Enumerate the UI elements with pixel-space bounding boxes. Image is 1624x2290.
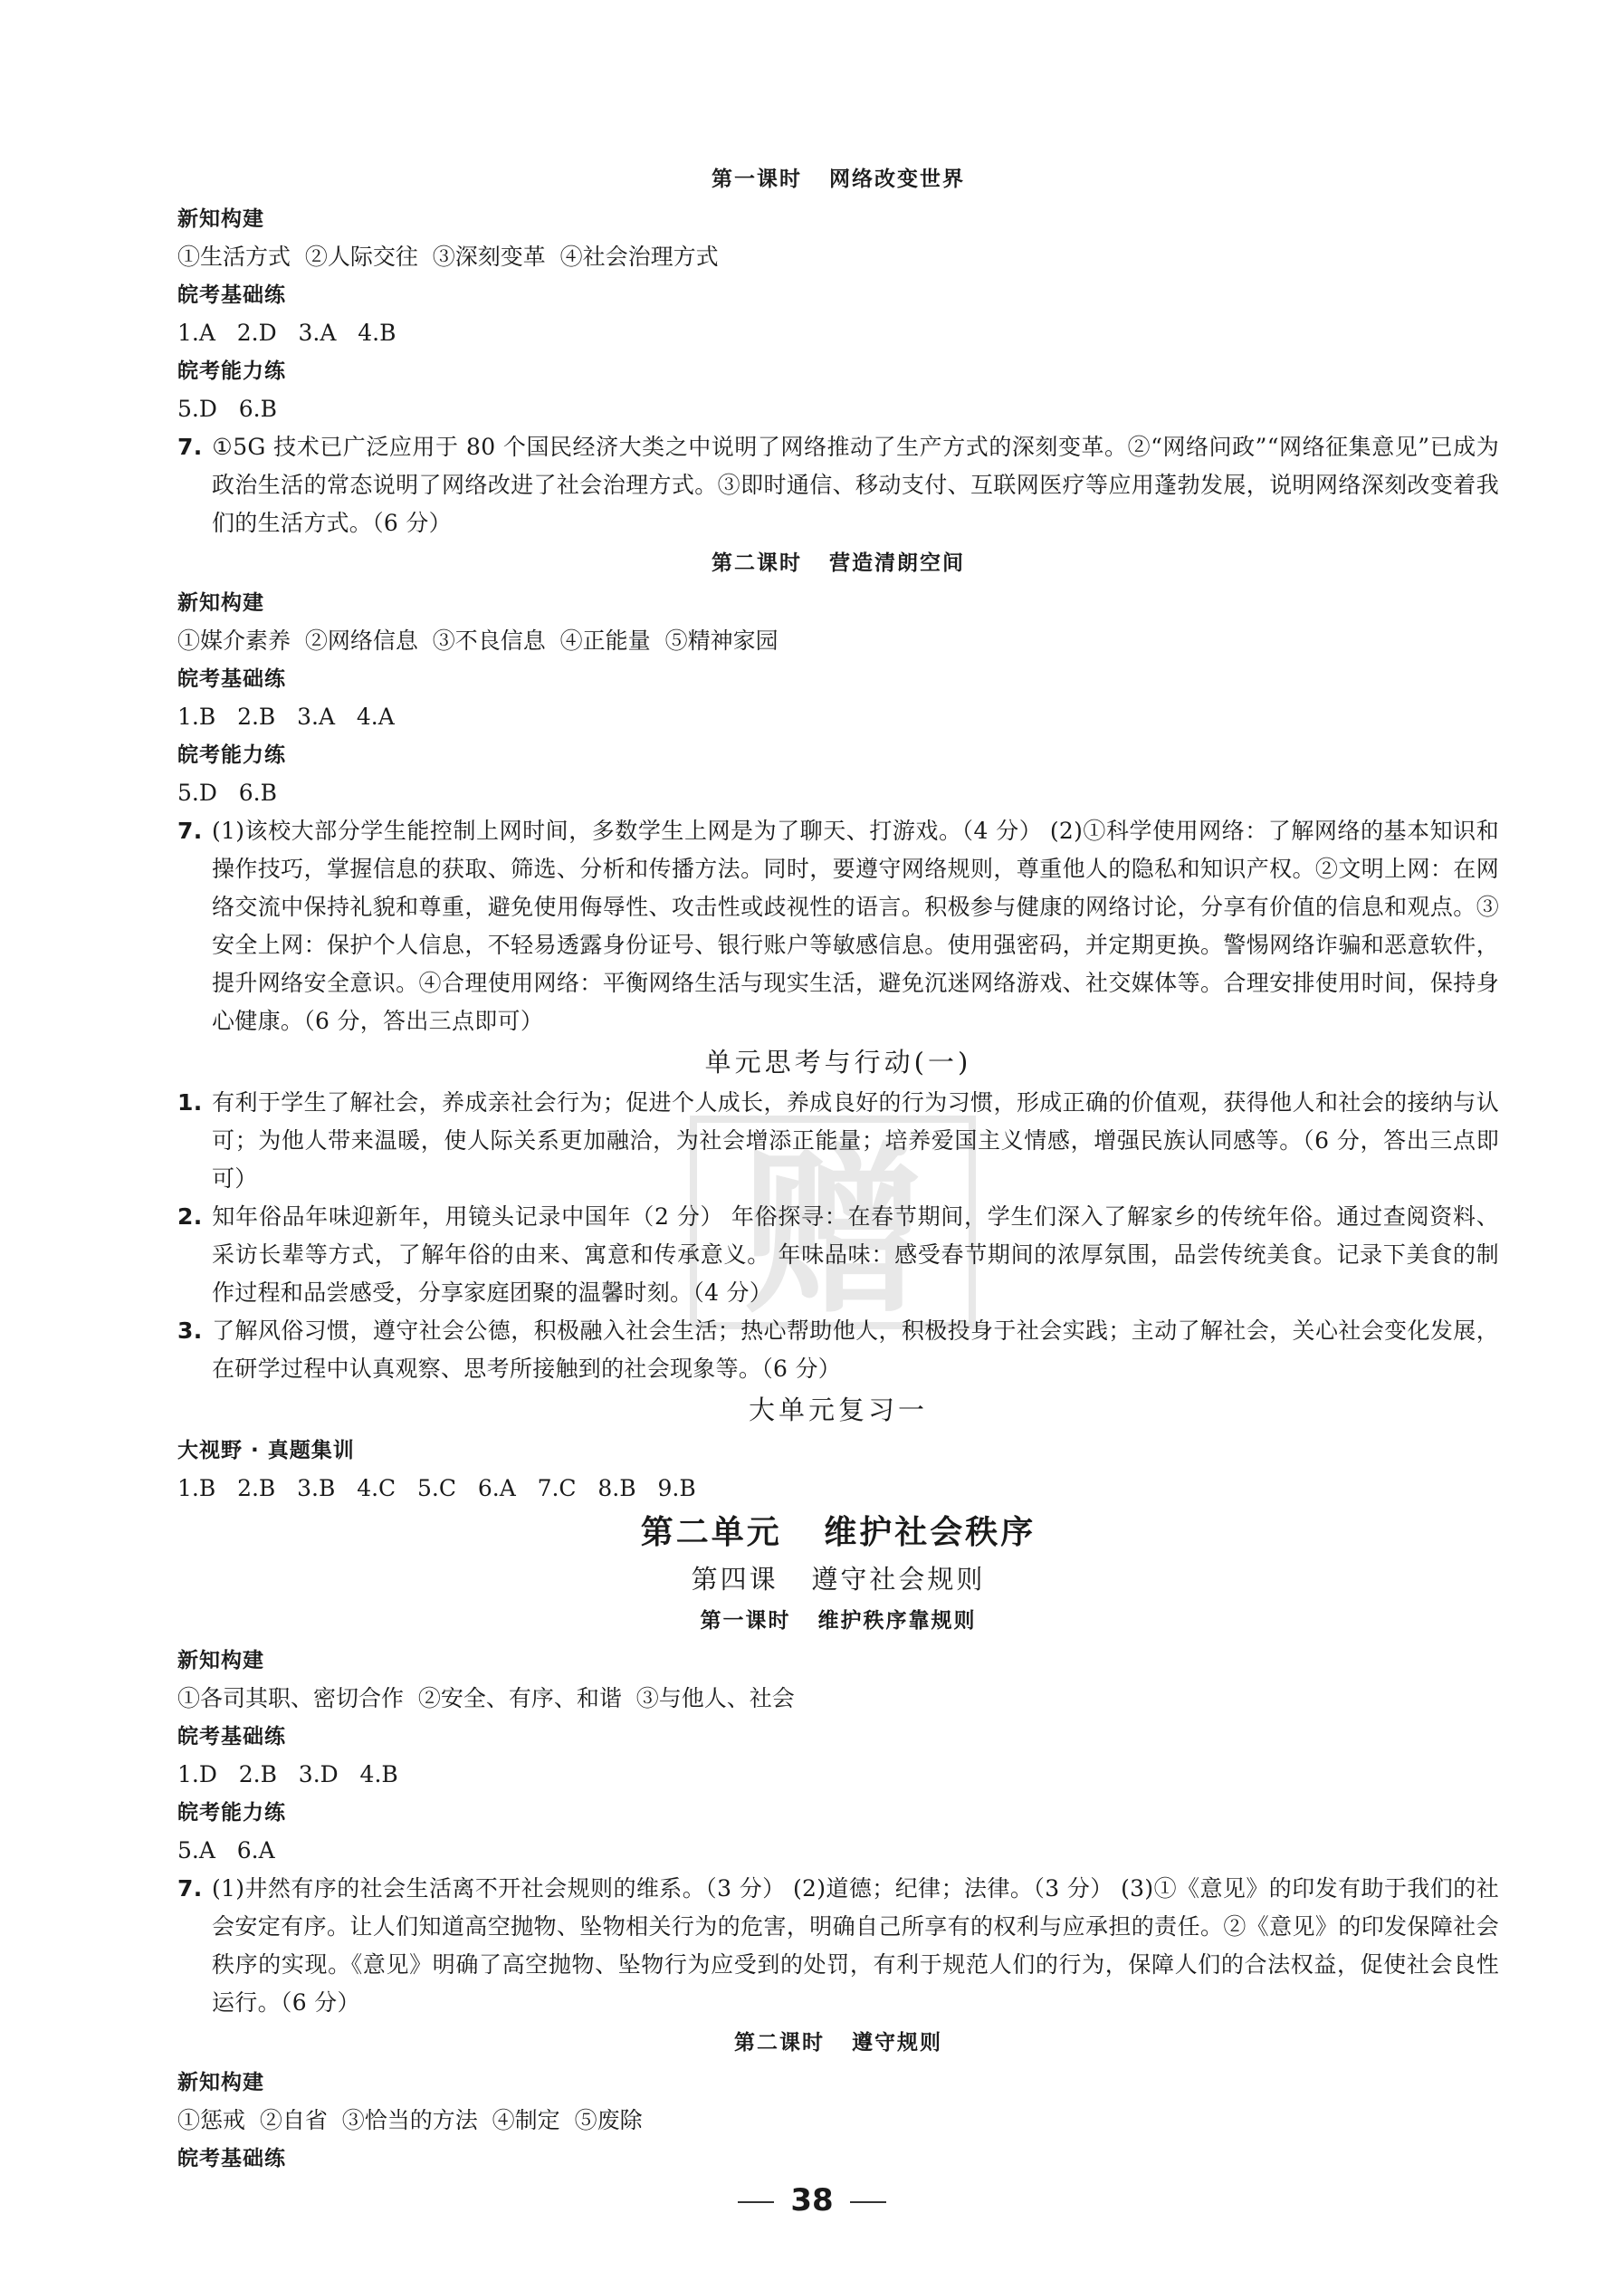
question-number: 7. — [177, 434, 203, 460]
unit-review-title: 大单元复习一 — [748, 1394, 928, 1425]
unit-title: 第二单元 维护社会秩序 — [640, 1514, 1036, 1551]
answer-line: 5.A 6.A — [177, 1837, 275, 1864]
lesson-title: 第二课时 营造清朗空间 — [711, 551, 966, 575]
section-heading: 皖考能力练 — [177, 1801, 286, 1825]
page-number-right-dash — [850, 2201, 886, 2203]
lesson-title: 第二课时 遵守规则 — [733, 2031, 943, 2055]
answer-text: 有利于学生了解社会，养成亲社会行为；促进个人成长，养成良好的行为习惯，形成正确的价值观，获得他人和社会的接纳与认可；为他人带来温暖，使人际关系更加融洽，为社会增添正能量；培养爱国主义情感，增强民族认同感等。（6 分，答出三点即可） — [212, 1089, 1499, 1192]
section-heading: 皖考能力练 — [177, 359, 286, 383]
section-heading: 新知构建 — [177, 591, 264, 615]
unit-review-title: 单元思考与行动(一) — [704, 1047, 972, 1078]
question-number: 3. — [177, 1317, 203, 1344]
section-heading: 皖考基础练 — [177, 283, 286, 307]
section-heading: 皖考基础练 — [177, 667, 286, 691]
section-heading: 新知构建 — [177, 1649, 264, 1672]
answer-line: ①生活方式 ②人际交往 ③深刻变革 ④社会治理方式 — [177, 244, 719, 270]
page-number — [0, 2182, 1624, 2218]
page-number-left-dash — [738, 2201, 774, 2203]
answer-line: 1.B 2.B 3.B 4.C 5.C 6.A 7.C 8.B 9.B — [177, 1475, 696, 1501]
answer-line: ①各司其职、密切合作 ②安全、有序、和谐 ③与他人、社会 — [177, 1685, 795, 1711]
answer-text: (1)井然有序的社会生活离不开社会规则的维系。（3 分） (2)道德；纪律；法律。（3 分） (3)①《意见》的印发有助于我们的社会安定有序。让人们知道高空抛物、坠物相关行为的危害，明确自己所享有的权利与应承担的责任。②《意见》的印发保障社会秩序的实现。《意见》明确了高空抛物、坠物行为应受到的处罚，有利于规范人们的行为，保障人们的合法权益，促使社会良性运行。（6 分） — [212, 1875, 1499, 2016]
answer-line: ①媒介素养 ②网络信息 ③不良信息 ④正能量 ⑤精神家园 — [177, 628, 779, 654]
page-number-value: 38 — [790, 2182, 834, 2218]
answer-text: (1)该校大部分学生能控制上网时间，多数学生上网是为了聊天、打游戏。（4 分） (2)①科学使用网络：了解网络的基本知识和操作技巧，掌握信息的获取、筛选、分析和传播方法。同时，要遵守网络规则，尊重他人的隐私和知识产权。②文明上网：在网络交流中保持礼貌和尊重，避免使用侮辱性、攻击性或歧视性的语言。积极参与健康的网络讨论，分享有价值的信息和观点。③安全上网：保护个人信息，不轻易透露身份证号、银行账户等敏感信息。使用强密码，并定期更换。警惕网络诈骗和恶意软件，提升网络安全意识。④合理使用网络：平衡网络生活与现实生活，避免沉迷网络游戏、社交媒体等。合理安排使用时间，保持身心健康。（6 分，答出三点即可） — [212, 818, 1499, 1034]
question-number: 1. — [177, 1089, 203, 1116]
answer-paragraph — [177, 812, 1499, 1040]
answer-line: 5.D 6.B — [177, 396, 277, 422]
answer-paragraph — [177, 1870, 1499, 2022]
answer-line: 1.B 2.B 3.A 4.A — [177, 704, 395, 730]
lesson-title: 第一课时 维护秩序靠规则 — [700, 1609, 977, 1633]
answer-text: 知年俗品年味迎新年，用镜头记录中国年（2 分） 年俗探寻：在春节期间，学生们深入了解家乡的传统年俗。通过查阅资料、采访长辈等方式，了解年俗的由来、寓意和传承意义。 年味品味：感受春节期间的浓厚氛围，品尝传统美食。记录下美食的制作过程和品尝感受，分享家庭团聚的温馨时刻。（4 分） — [212, 1203, 1499, 1306]
answer-paragraph — [177, 428, 1499, 542]
answer-line: 1.A 2.D 3.A 4.B — [177, 320, 396, 346]
svg-text:赠: 赠 — [741, 1127, 924, 1331]
answer-line: ①惩戒 ②自省 ③恰当的方法 ④制定 ⑤废除 — [177, 2107, 643, 2133]
answer-paragraph — [177, 1084, 1499, 1198]
answer-paragraph — [177, 1198, 1499, 1312]
answer-line: 1.D 2.B 3.D 4.B — [177, 1761, 398, 1787]
answer-content — [177, 158, 1499, 2178]
question-number: 7. — [177, 818, 203, 844]
question-number: 2. — [177, 1203, 203, 1230]
answer-text: 了解风俗习惯，遵守社会公德，积极融入社会生活；热心帮助他人，积极投身于社会实践；主动了解社会，关心社会变化发展，在研学过程中认真观察、思考所接触到的社会现象等。（6 分） — [212, 1317, 1499, 1382]
section-heading: 新知构建 — [177, 2071, 264, 2094]
section-heading: 大视野 · 真题集训 — [177, 1439, 355, 1462]
section-heading: 皖考能力练 — [177, 743, 286, 767]
answer-paragraph — [177, 1312, 1499, 1388]
question-number: 7. — [177, 1875, 203, 1902]
answer-text: ①5G 技术已广泛应用于 80 个国民经济大类之中说明了网络推动了生产方式的深刻变革。②“网络问政”“网络征集意见”已成为政治生活的常态说明了网络改进了社会治理方式。③即时通信、移动支付、互联网医疗等应用蓬勃发展，说明网络深刻改变着我们的生活方式。（6 分） — [212, 434, 1499, 536]
section-heading: 新知构建 — [177, 207, 264, 231]
course-title: 第四课 遵守社会规则 — [691, 1564, 986, 1595]
section-heading: 皖考基础练 — [177, 2147, 286, 2170]
lesson-title: 第一课时 网络改变世界 — [711, 168, 966, 191]
answer-line: 5.D 6.B — [177, 780, 277, 806]
section-heading: 皖考基础练 — [177, 1725, 286, 1749]
